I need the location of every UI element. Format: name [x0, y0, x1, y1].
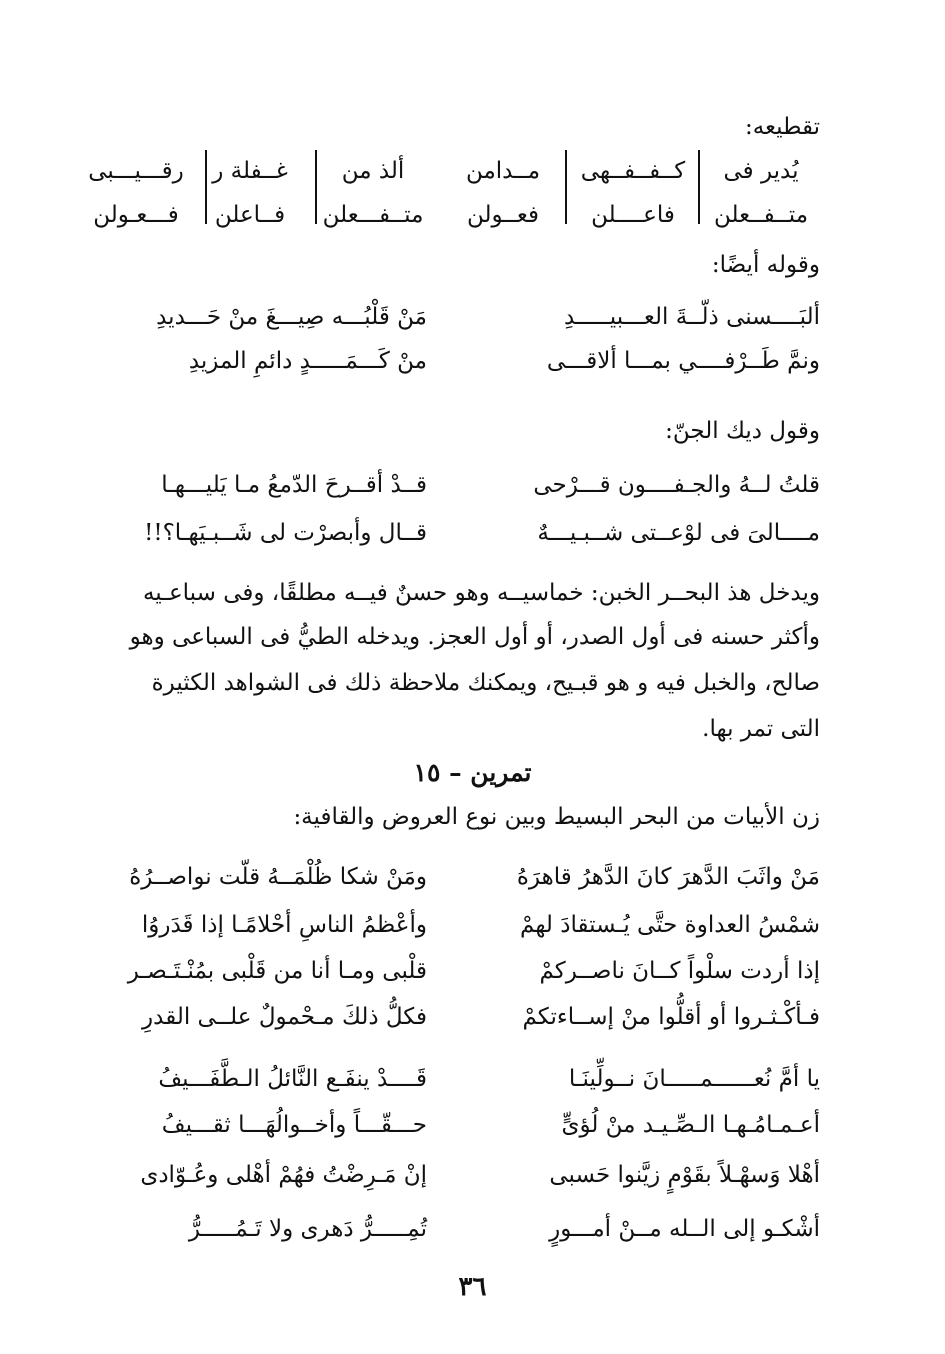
scansion-word: مــدامن — [465, 158, 541, 184]
verse-second-hemistich: قلْبى ومـا أنا من قَلْبى بمُنْـتَـصـر — [127, 958, 427, 984]
scansion-divider — [315, 150, 317, 224]
scansion-word: كــفــفــهى — [580, 158, 686, 184]
verse-second-hemistich: ومَنْ شكا ظُلْمَــهُ قلّت نواصــرُهُ — [129, 864, 427, 890]
verse-second-hemistich: تُمِـــــرُّ دَهرى ولا تَـمُـــــرُّ — [188, 1216, 427, 1242]
paragraph-line: التى تمر بها. — [702, 716, 820, 742]
scansion-word: غــفلة ر — [212, 158, 288, 184]
paragraph-line: وأكثر حسنه فى أول الصدر، أو أول العجز. ويدخله الطيُّ فى السباعى وهو — [129, 624, 820, 650]
scansion-foot: متــفــعلن — [713, 202, 809, 228]
scansion-foot: فـــعـولن — [93, 202, 179, 228]
verse-first-hemistich: شمْسُ العداوة حتَّى يُـستقادَ لهمْ — [520, 912, 820, 938]
scansion-feet-row — [78, 200, 820, 230]
poem1-intro: وقوله أيضًا: — [711, 252, 820, 278]
verse-second-hemistich: فكلُّ ذلكَ مـحْمولٌ علــى القدرِ — [142, 1004, 427, 1030]
verse-second-hemistich: قــال وأبصرْت لى شَــبـيَهـا؟!! — [144, 520, 427, 546]
scansion-divider — [698, 150, 700, 224]
scansion-foot: متــفـــعلن — [322, 202, 424, 228]
paragraph-line: ويدخل هذ البحــر الخبن: خماسيــه وهو حسنٌ فيــه مطلقًا، وفى سباعـيه — [142, 580, 820, 606]
verse-first-hemistich: مَنْ واثَبَ الدَّهرَ كانَ الدَّهرُ قاهرَهُ — [516, 864, 820, 890]
scansion-divider — [205, 150, 207, 224]
verse-first-hemistich: إذا أردت سلْواً كــانَ ناصــركمْ — [539, 958, 820, 984]
verse-first-hemistich: ألبَــــسنى ذلّــةَ العـــبيـــــدِ — [564, 304, 820, 330]
exercise-instruction: زن الأبيات من البحر البسيط وبين نوع العروض والقافية: — [293, 804, 820, 830]
verse-first-hemistich: أعـمـامُـهـا الـصِّـيـد منْ لُؤىٍّ — [561, 1112, 820, 1138]
scansion-word: يُدير فى — [723, 158, 799, 184]
verse-second-hemistich: قــدْ أقــرحَ الدّمعُ مـا يَليـــهـا — [161, 472, 427, 498]
verse-first-hemistich: قلتُ لــهُ والجـفــــون قـــرْحى — [533, 472, 820, 498]
scansion-label: تقطيعه: — [744, 114, 820, 140]
verse-second-hemistich: إنْ مَـرِضْتُ فهُمْ أهْلى وعُـوّادى — [140, 1162, 427, 1188]
verse-first-hemistich: أهْلا وَسهْـلاً بقَوْمٍ زيَّنوا حَسبى — [549, 1162, 820, 1188]
verse-second-hemistich: وأعْظمُ الناسِ أحْلامًـا إذا قَدَروُا — [141, 912, 427, 938]
scansion-foot: فعــولن — [467, 202, 539, 228]
verse-first-hemistich: مــــالىَ فى لوْعــتى شــبـيـــهٌ — [537, 520, 820, 546]
scansion-words-row — [78, 156, 820, 186]
verse-first-hemistich: أشْكـو إلى الــله مــنْ أمـــورٍ — [549, 1216, 820, 1242]
exercise-title: تمرين – ١٥ — [413, 758, 532, 787]
paragraph-line: صالح، والخبل فيه و هو قبـيح، ويمكنك ملاحظة ذلك فى الشواهد الكثيرة — [151, 670, 820, 696]
poem2-intro: وقول ديك الجنّ: — [665, 418, 820, 444]
verse-second-hemistich: قَــــدْ ينفَـع النَّائلُ الـطَّفَـــيفُ — [158, 1066, 427, 1092]
scansion-word: ألذ من — [341, 158, 405, 184]
scansion-word: رقـــيـــبى — [88, 158, 184, 184]
page-number: ٣٦ — [458, 1272, 487, 1302]
verse-second-hemistich: مَنْ قَلْبُـــه صِيـــغَ منْ حَـــديدِ — [156, 304, 427, 330]
scansion-divider — [565, 150, 567, 224]
scansion-foot: فاعــــلن — [591, 202, 675, 228]
verse-second-hemistich: منْ كَـــمَـــــدٍ دائمِ المزيدِ — [188, 348, 427, 374]
verse-second-hemistich: حـــقّـــاً وأخــوالُهَـــا ثقـــيفُ — [161, 1112, 427, 1138]
verse-first-hemistich: يا أمَّ نُعــــــمـــــانَ نــولِّينَـا — [568, 1066, 820, 1092]
verse-first-hemistich: فـأكْـثـروا أو أقلُّوا منْ إســاءتكمْ — [522, 1004, 820, 1030]
verse-first-hemistich: ونمَّ طَــرْفــــي بمـــا ألاقـــى — [546, 348, 820, 374]
scansion-foot: فــاعلن — [214, 202, 286, 228]
